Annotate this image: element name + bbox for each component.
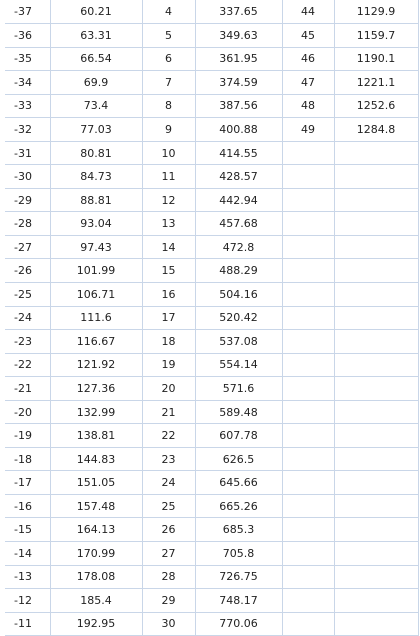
table-cell xyxy=(282,377,334,401)
table-cell: 685.3 xyxy=(195,518,282,542)
table-cell: 10 xyxy=(142,141,195,165)
table-cell: 18 xyxy=(142,330,195,354)
table-cell xyxy=(334,353,418,377)
table-row xyxy=(5,330,418,354)
table-cell xyxy=(334,283,418,307)
table-cell: -13 xyxy=(5,565,50,589)
table-row xyxy=(5,589,418,613)
table-cell: 138.81 xyxy=(50,424,142,448)
table-row xyxy=(5,542,418,566)
table-row xyxy=(5,447,418,471)
table-cell: 520.42 xyxy=(195,306,282,330)
table-cell xyxy=(334,518,418,542)
table-cell xyxy=(334,188,418,212)
table-cell: 29 xyxy=(142,589,195,613)
table-cell xyxy=(282,471,334,495)
table-cell: 9 xyxy=(142,118,195,142)
table-cell xyxy=(334,165,418,189)
table-cell xyxy=(334,612,418,636)
table-cell: 66.54 xyxy=(50,47,142,71)
table-cell: 28 xyxy=(142,565,195,589)
table-cell: 571.6 xyxy=(195,377,282,401)
table-cell: 607.78 xyxy=(195,424,282,448)
table-row xyxy=(5,141,418,165)
table-cell: 24 xyxy=(142,471,195,495)
table-cell: 488.29 xyxy=(195,259,282,283)
table-row xyxy=(5,518,418,542)
table-row xyxy=(5,424,418,448)
table-cell xyxy=(282,542,334,566)
table-cell: -27 xyxy=(5,235,50,259)
table-cell: 101.99 xyxy=(50,259,142,283)
table-cell: 178.08 xyxy=(50,565,142,589)
table-cell: 14 xyxy=(142,235,195,259)
table-row xyxy=(5,118,418,142)
table-cell xyxy=(334,589,418,613)
table-cell: -26 xyxy=(5,259,50,283)
table-row xyxy=(5,353,418,377)
table-cell: -34 xyxy=(5,71,50,95)
table-cell: 26 xyxy=(142,518,195,542)
table-cell: -12 xyxy=(5,589,50,613)
table-cell: 626.5 xyxy=(195,447,282,471)
table-cell xyxy=(282,565,334,589)
table-row xyxy=(5,612,418,636)
table-cell: 428.57 xyxy=(195,165,282,189)
table-cell: -11 xyxy=(5,612,50,636)
table-cell: 705.8 xyxy=(195,542,282,566)
table-cell: 6 xyxy=(142,47,195,71)
table-cell: -29 xyxy=(5,188,50,212)
table-row xyxy=(5,283,418,307)
table-cell: 504.16 xyxy=(195,283,282,307)
table-row xyxy=(5,188,418,212)
table-cell xyxy=(334,494,418,518)
table-cell: 472.8 xyxy=(195,235,282,259)
table-cell: 49 xyxy=(282,118,334,142)
table-cell: 13 xyxy=(142,212,195,236)
table-cell: 185.4 xyxy=(50,589,142,613)
table-cell xyxy=(282,518,334,542)
table-cell: 414.55 xyxy=(195,141,282,165)
table-cell: -23 xyxy=(5,330,50,354)
table-cell xyxy=(282,235,334,259)
table-cell: 1284.8 xyxy=(334,118,418,142)
table-cell xyxy=(334,141,418,165)
table-cell xyxy=(282,283,334,307)
table-cell: 11 xyxy=(142,165,195,189)
table-cell: 457.68 xyxy=(195,212,282,236)
table-cell: 374.59 xyxy=(195,71,282,95)
table-cell xyxy=(334,377,418,401)
table-cell xyxy=(334,447,418,471)
table-cell: -16 xyxy=(5,494,50,518)
table-cell: 46 xyxy=(282,47,334,71)
table-cell: 361.95 xyxy=(195,47,282,71)
table-cell xyxy=(334,330,418,354)
table-cell: 63.31 xyxy=(50,24,142,48)
table-cell: 80.81 xyxy=(50,141,142,165)
table-cell xyxy=(334,565,418,589)
table-cell: 88.81 xyxy=(50,188,142,212)
table-cell: 8 xyxy=(142,94,195,118)
table-cell xyxy=(282,188,334,212)
table-row xyxy=(5,165,418,189)
table-cell: 30 xyxy=(142,612,195,636)
table-cell: -20 xyxy=(5,400,50,424)
table-cell: -37 xyxy=(5,0,50,24)
table-cell: -32 xyxy=(5,118,50,142)
table-cell: -24 xyxy=(5,306,50,330)
table-cell xyxy=(334,471,418,495)
table-cell xyxy=(334,306,418,330)
table-cell: 349.63 xyxy=(195,24,282,48)
table-cell: -14 xyxy=(5,542,50,566)
table-cell xyxy=(282,141,334,165)
table-cell: 337.65 xyxy=(195,0,282,24)
table-cell: 554.14 xyxy=(195,353,282,377)
table-cell: 144.83 xyxy=(50,447,142,471)
table-cell: 47 xyxy=(282,71,334,95)
table-cell: -18 xyxy=(5,447,50,471)
table-cell: 73.4 xyxy=(50,94,142,118)
table-cell: 748.17 xyxy=(195,589,282,613)
table-cell xyxy=(334,400,418,424)
table-cell xyxy=(282,612,334,636)
table-cell: 97.43 xyxy=(50,235,142,259)
table-cell: 69.9 xyxy=(50,71,142,95)
table-row xyxy=(5,400,418,424)
table-cell xyxy=(334,235,418,259)
table-cell: -33 xyxy=(5,94,50,118)
table-cell xyxy=(334,424,418,448)
table-row xyxy=(5,494,418,518)
table-cell: 170.99 xyxy=(50,542,142,566)
table-cell: 4 xyxy=(142,0,195,24)
table-cell: 48 xyxy=(282,94,334,118)
table-cell: 116.67 xyxy=(50,330,142,354)
table-cell: 25 xyxy=(142,494,195,518)
table-cell: 726.75 xyxy=(195,565,282,589)
table-cell: 192.95 xyxy=(50,612,142,636)
table-cell xyxy=(334,259,418,283)
table-cell: -21 xyxy=(5,377,50,401)
table-cell: 5 xyxy=(142,24,195,48)
table-cell: -36 xyxy=(5,24,50,48)
table-cell: 132.99 xyxy=(50,400,142,424)
table-cell: 22 xyxy=(142,424,195,448)
table-cell: 17 xyxy=(142,306,195,330)
table-cell: 111.6 xyxy=(50,306,142,330)
table-row xyxy=(5,235,418,259)
table-cell: 15 xyxy=(142,259,195,283)
table-cell: -28 xyxy=(5,212,50,236)
table-row xyxy=(5,565,418,589)
table-cell xyxy=(282,259,334,283)
table-cell: 537.08 xyxy=(195,330,282,354)
table-cell: 127.36 xyxy=(50,377,142,401)
table-row xyxy=(5,259,418,283)
table-cell: 106.71 xyxy=(50,283,142,307)
table-cell: 400.88 xyxy=(195,118,282,142)
table-cell: -15 xyxy=(5,518,50,542)
table-cell xyxy=(334,212,418,236)
table-cell: 16 xyxy=(142,283,195,307)
table-cell: -30 xyxy=(5,165,50,189)
table-cell: 1252.6 xyxy=(334,94,418,118)
table-row xyxy=(5,0,418,24)
table-cell: 157.48 xyxy=(50,494,142,518)
table-cell: 645.66 xyxy=(195,471,282,495)
table-cell xyxy=(282,165,334,189)
table-cell: -22 xyxy=(5,353,50,377)
table-cell: 60.21 xyxy=(50,0,142,24)
table-cell xyxy=(282,353,334,377)
table-cell: 7 xyxy=(142,71,195,95)
table-cell: 21 xyxy=(142,400,195,424)
table-cell: 23 xyxy=(142,447,195,471)
table-cell xyxy=(334,542,418,566)
table-cell: 1190.1 xyxy=(334,47,418,71)
table-cell: 84.73 xyxy=(50,165,142,189)
table-cell: -19 xyxy=(5,424,50,448)
table-cell xyxy=(282,212,334,236)
table-cell: 77.03 xyxy=(50,118,142,142)
table-cell: 442.94 xyxy=(195,188,282,212)
table-cell: 44 xyxy=(282,0,334,24)
table-body xyxy=(5,0,418,636)
table-cell xyxy=(282,447,334,471)
table-cell: -25 xyxy=(5,283,50,307)
table-row xyxy=(5,377,418,401)
table-cell: 20 xyxy=(142,377,195,401)
table-row xyxy=(5,94,418,118)
table-row xyxy=(5,306,418,330)
table-row xyxy=(5,71,418,95)
table-cell xyxy=(282,400,334,424)
table-cell: 27 xyxy=(142,542,195,566)
table-cell: 665.26 xyxy=(195,494,282,518)
table-row xyxy=(5,212,418,236)
table-cell xyxy=(282,424,334,448)
table-cell xyxy=(282,306,334,330)
value-table xyxy=(5,0,419,636)
table-cell: 1129.9 xyxy=(334,0,418,24)
table-row xyxy=(5,24,418,48)
table-cell: -31 xyxy=(5,141,50,165)
table-cell xyxy=(282,494,334,518)
table-cell: -35 xyxy=(5,47,50,71)
table-cell: 45 xyxy=(282,24,334,48)
table-cell: 770.06 xyxy=(195,612,282,636)
table-cell xyxy=(282,589,334,613)
table-cell: 387.56 xyxy=(195,94,282,118)
table-cell: -17 xyxy=(5,471,50,495)
table-cell: 19 xyxy=(142,353,195,377)
table-cell: 121.92 xyxy=(50,353,142,377)
table-cell: 589.48 xyxy=(195,400,282,424)
table-row xyxy=(5,471,418,495)
table-cell: 1159.7 xyxy=(334,24,418,48)
table-cell: 1221.1 xyxy=(334,71,418,95)
table-cell: 164.13 xyxy=(50,518,142,542)
table-cell: 151.05 xyxy=(50,471,142,495)
table-row xyxy=(5,47,418,71)
table-cell: 12 xyxy=(142,188,195,212)
table-cell: 93.04 xyxy=(50,212,142,236)
table-cell xyxy=(282,330,334,354)
